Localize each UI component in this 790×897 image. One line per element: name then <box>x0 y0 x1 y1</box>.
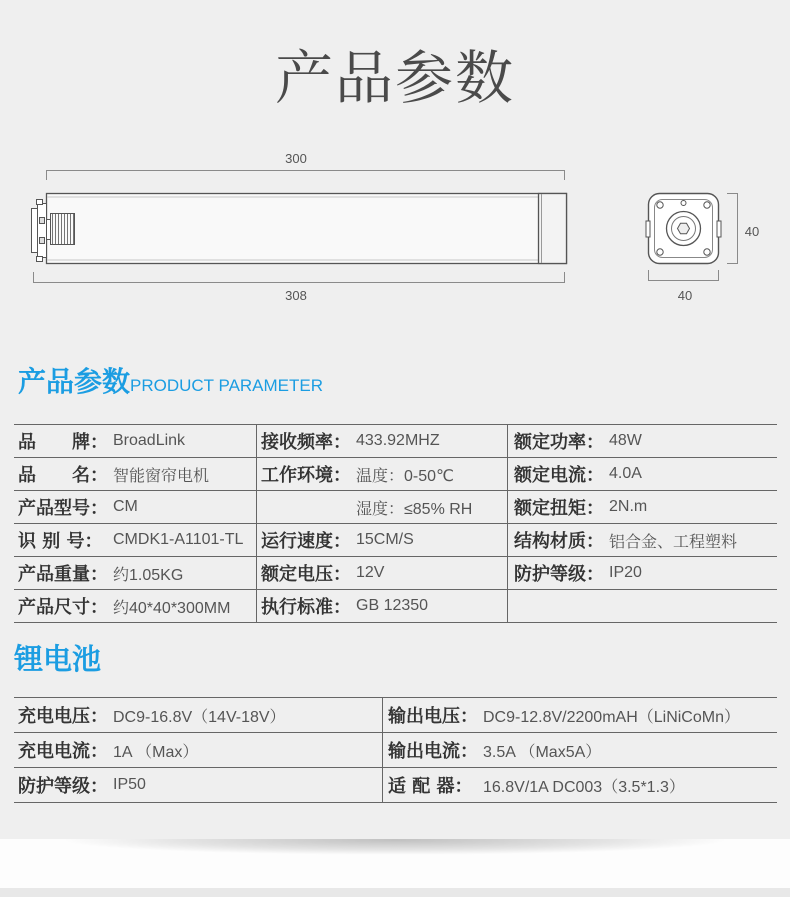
humidity-cell <box>257 491 508 523</box>
structure-material-label: 结构材质： <box>514 531 604 552</box>
running-speed-value: 15CM/S <box>356 531 414 548</box>
charge-current-cell <box>14 733 383 767</box>
model-value: CM <box>113 498 138 515</box>
rated-torque-value: 2N.m <box>609 498 648 515</box>
battery-protection-rating-label: 防护等级： <box>18 776 108 797</box>
table-row <box>14 491 777 524</box>
motor-dimension-diagram <box>0 140 790 315</box>
battery-protection-rating-value: IP50 <box>113 776 146 793</box>
overall-length-dimension <box>33 272 565 283</box>
identification-number-label: 识 别 号： <box>18 531 103 552</box>
rated-power-label: 额定功率： <box>514 432 604 453</box>
product-parameter-table <box>14 424 777 623</box>
product-weight-label: 产品重量： <box>18 564 108 585</box>
rated-torque-label: 额定扭矩： <box>514 498 604 519</box>
page-title: 产品参数 <box>274 44 515 112</box>
rated-power-cell <box>508 425 777 457</box>
end-width-dimension <box>648 270 719 281</box>
lithium-battery-heading: 锂电池 <box>14 642 102 676</box>
brand-value: BroadLink <box>113 432 186 449</box>
mounting-bracket <box>32 200 47 262</box>
tube-end-view <box>646 194 721 264</box>
receive-frequency-value: 433.92MHZ <box>356 432 440 449</box>
table-row <box>14 733 777 768</box>
output-current-label: 输出电流： <box>388 741 478 762</box>
rated-voltage-cell <box>257 557 508 589</box>
charge-voltage-label: 充电电压： <box>18 706 108 727</box>
charge-current-value: 1A （Max） <box>113 743 199 761</box>
rated-current-label: 额定电流： <box>514 465 604 486</box>
table-row <box>14 698 777 733</box>
product-name-value: 智能窗帘电机 <box>113 467 210 485</box>
output-current-cell <box>383 733 777 767</box>
table-row <box>14 768 777 803</box>
humidity-range-value: 湿度：≤85% RH <box>356 500 473 518</box>
rated-current-value: 4.0A <box>609 465 642 482</box>
charge-voltage-cell <box>14 698 383 732</box>
charge-voltage-value: DC9-16.8V（14V-18V） <box>113 708 286 726</box>
top-length-dimension <box>46 170 565 180</box>
product-name-cell <box>14 458 257 490</box>
protection-rating-value: IP20 <box>609 564 642 581</box>
rated-voltage-value: 12V <box>356 564 385 581</box>
output-voltage-value: DC9-12.8V/2200mAH（LiNiCoMn） <box>483 708 740 726</box>
product-parameter-heading-cn: 产品参数 <box>18 365 131 398</box>
brand-label: 品 牌： <box>18 432 108 453</box>
top-length-label: 300 <box>285 151 307 166</box>
motor-end-cap <box>539 194 567 264</box>
table-row <box>14 458 777 491</box>
lithium-battery-table <box>14 697 777 803</box>
structure-material-value: 铝合金、工程塑料 <box>609 533 738 551</box>
execution-standard-label: 执行标准： <box>261 597 351 618</box>
model-cell <box>14 491 257 523</box>
running-speed-cell <box>257 524 508 556</box>
footer-strip <box>0 888 790 897</box>
end-height-label: 40 <box>744 224 760 239</box>
product-parameter-heading <box>18 362 323 402</box>
battery-protection-rating-cell <box>14 768 383 802</box>
rated-current-cell <box>508 458 777 490</box>
drive-shaft-neck <box>47 220 51 240</box>
rated-power-value: 48W <box>609 432 642 449</box>
threaded-drive-shaft <box>51 214 75 245</box>
end-width-label: 40 <box>677 288 693 303</box>
identification-number-value: CMDK1-A1101-TL <box>113 531 244 548</box>
brand-cell <box>14 425 257 457</box>
identification-number-cell <box>14 524 257 556</box>
product-weight-cell <box>14 557 257 589</box>
output-voltage-label: 输出电压： <box>388 706 478 727</box>
product-size-label: 产品尺寸： <box>18 597 108 618</box>
adapter-label: 适 配 器： <box>388 776 473 797</box>
table-row <box>14 557 777 590</box>
tube-side-view <box>32 194 567 264</box>
table-row <box>14 524 777 557</box>
product-name-label: 品 名： <box>18 465 108 486</box>
model-label: 产品型号： <box>18 498 108 519</box>
adapter-value: 16.8V/1A DC003（3.5*1.3） <box>483 778 685 796</box>
product-weight-value: 约1.05KG <box>113 566 184 584</box>
receive-frequency-cell <box>257 425 508 457</box>
execution-standard-value: GB 12350 <box>356 597 429 614</box>
adapter-cell <box>383 768 777 802</box>
overall-length-label: 308 <box>285 288 307 303</box>
structure-material-cell <box>508 524 777 556</box>
output-current-value: 3.5A （Max5A） <box>483 743 602 761</box>
end-height-dimension <box>727 193 738 264</box>
protection-rating-label: 防护等级： <box>514 564 604 585</box>
table-row <box>14 425 777 458</box>
footer-band <box>0 839 790 888</box>
output-voltage-cell <box>383 698 777 732</box>
operating-environment-cell <box>257 458 508 490</box>
temperature-range-value: 温度：0-50℃ <box>356 467 454 485</box>
charge-current-label: 充电电流： <box>18 741 108 762</box>
product-size-value: 约40*40*300MM <box>113 599 231 617</box>
table-row <box>14 590 777 623</box>
motor-tube-body <box>47 194 567 264</box>
operating-environment-label: 工作环境： <box>261 465 351 486</box>
footer-shadow <box>60 839 730 855</box>
rated-torque-cell <box>508 491 777 523</box>
product-parameter-heading-en: PRODUCT PARAMETER <box>130 376 324 395</box>
receive-frequency-label: 接收频率： <box>261 432 351 453</box>
empty-cell <box>508 590 777 622</box>
protection-rating-cell <box>508 557 777 589</box>
running-speed-label: 运行速度： <box>261 531 351 552</box>
product-size-cell <box>14 590 257 622</box>
rated-voltage-label: 额定电压： <box>261 564 351 585</box>
execution-standard-cell <box>257 590 508 622</box>
